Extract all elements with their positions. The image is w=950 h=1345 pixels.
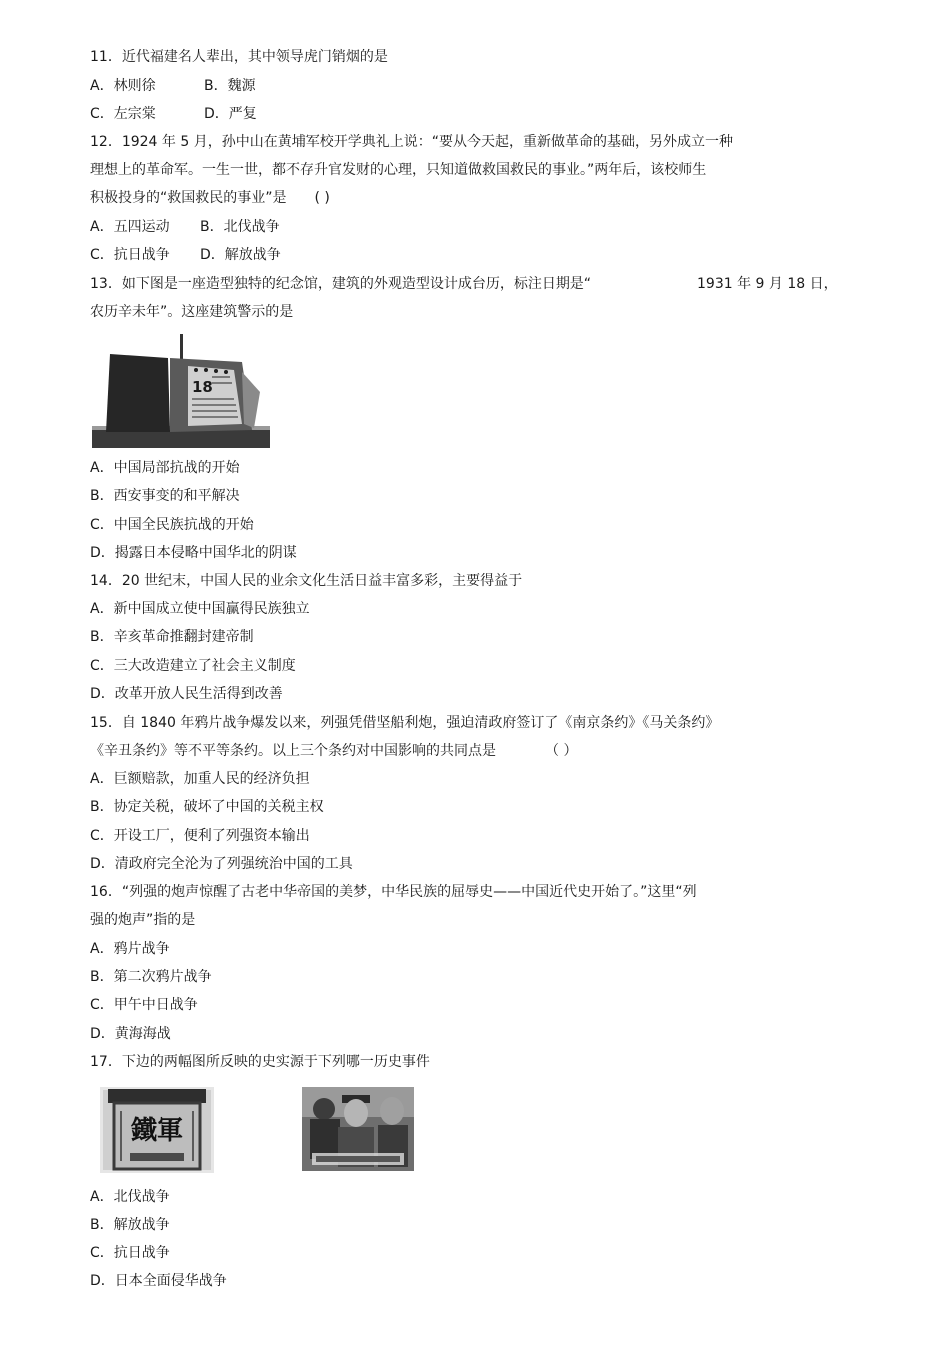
q13-option-a: A．中国局部抗战的开始 — [90, 460, 240, 476]
q16-option-d: D．黄海海战 — [90, 1026, 171, 1042]
q17-option-d: D．日本全面侵华战争 — [90, 1273, 227, 1289]
q13-stem-line1a: 13．如下图是一座造型独特的纪念馆，建筑的外观造型设计成台历，标注日期是“ — [90, 276, 592, 292]
q12-stem-line2: 理想上的革命军。一生一世，都不存升官发财的心理，只知道做救国救民的事业。”两年后，该校师生 — [90, 162, 707, 178]
q11-stem: 11．近代福建名人辈出，其中领导虎门销烟的是 — [90, 49, 388, 65]
q11-options-row2 — [90, 104, 257, 124]
q14-option-a: A．新中国成立使中国赢得民族独立 — [90, 601, 310, 617]
q16-option-a: A．鸦片战争 — [90, 941, 170, 957]
q11-option-d: D．严复 — [204, 106, 257, 122]
memorial-calendar-date: 18 — [192, 378, 213, 396]
q17-option-c: C．抗日战争 — [90, 1245, 170, 1261]
q15-option-d: D．清政府完全沦为了列强统治中国的工具 — [90, 856, 353, 872]
memorial-hall-photo — [92, 332, 270, 448]
q11-option-b: B．魏源 — [204, 78, 256, 94]
q12-option-d: D．解放战争 — [200, 247, 281, 263]
q15-option-c: C．开设工厂，便利了列强资本输出 — [90, 828, 310, 844]
q15-stem-line2: 《辛丑条约》等不平等条约。以上三个条约对中国影响的共同点是 （ ） — [90, 743, 578, 759]
q16-option-b: B．第二次鸦片战争 — [90, 969, 212, 985]
q15-option-b: B．协定关税，破坏了中国的关税主权 — [90, 799, 324, 815]
q17-option-a: A．北伐战争 — [90, 1189, 170, 1205]
q15-stem-line1: 15．自 1840 年鸦片战争爆发以来，列强凭借坚船利炮，强迫清政府签订了《南京条约》《马关条约》 — [90, 715, 720, 731]
q12-option-c: C．抗日战争 — [90, 247, 170, 263]
q13-stem-line2: 农历辛未年”。这座建筑警示的是 — [90, 304, 294, 320]
q12-options-row2 — [90, 245, 281, 265]
q12-option-b: B．北伐战争 — [200, 219, 280, 235]
q13-option-d: D．揭露日本侵略中国华北的阴谋 — [90, 545, 297, 561]
q11-option-c: C．左宗棠 — [90, 106, 156, 122]
iron-army-banner-text: 鐵軍 — [130, 1116, 184, 1146]
q11-options-row1 — [90, 76, 256, 96]
q12-options-row1 — [90, 217, 280, 237]
q15-option-a: A．巨额赔款，加重人民的经济负担 — [90, 771, 310, 787]
q14-option-c: C．三大改造建立了社会主义制度 — [90, 658, 296, 674]
q16-stem-line1: 16．“列强的炮声惊醒了古老中华帝国的美梦，中华民族的屈辱史——中国近代史开始了。”这里“列 — [90, 884, 697, 900]
q12-stem-line3: 积极投身的“救国救民的事业”是 ( ) — [90, 190, 330, 206]
q12-stem-line1: 12．1924 年 5 月，孙中山在黄埔军校开学典礼上说：“要从今天起，重新做革命的基础，另外成立一种 — [90, 134, 733, 150]
q11-option-a: A．林则徐 — [90, 78, 156, 94]
q17-option-b: B．解放战争 — [90, 1217, 170, 1233]
q14-option-b: B．辛亥革命推翻封建帝制 — [90, 629, 254, 645]
q14-stem: 14．20 世纪末，中国人民的业余文化生活日益丰富多彩，主要得益于 — [90, 573, 523, 589]
q16-stem-line2: 强的炮声”指的是 — [90, 912, 196, 928]
iron-army-banner-photo — [100, 1087, 214, 1173]
q13-stem-line1b: 1931 年 9 月 18 日， — [697, 276, 838, 292]
q17-stem: 17．下边的两幅图所反映的史实源于下列哪一历史事件 — [90, 1054, 430, 1070]
q16-option-c: C．甲午中日战争 — [90, 997, 198, 1013]
q13-option-c: C．中国全民族抗战的开始 — [90, 517, 254, 533]
q12-option-a: A．五四运动 — [90, 219, 170, 235]
film-poster-photo — [302, 1087, 414, 1171]
q13-option-b: B．西安事变的和平解决 — [90, 488, 240, 504]
q14-option-d: D．改革开放人民生活得到改善 — [90, 686, 283, 702]
